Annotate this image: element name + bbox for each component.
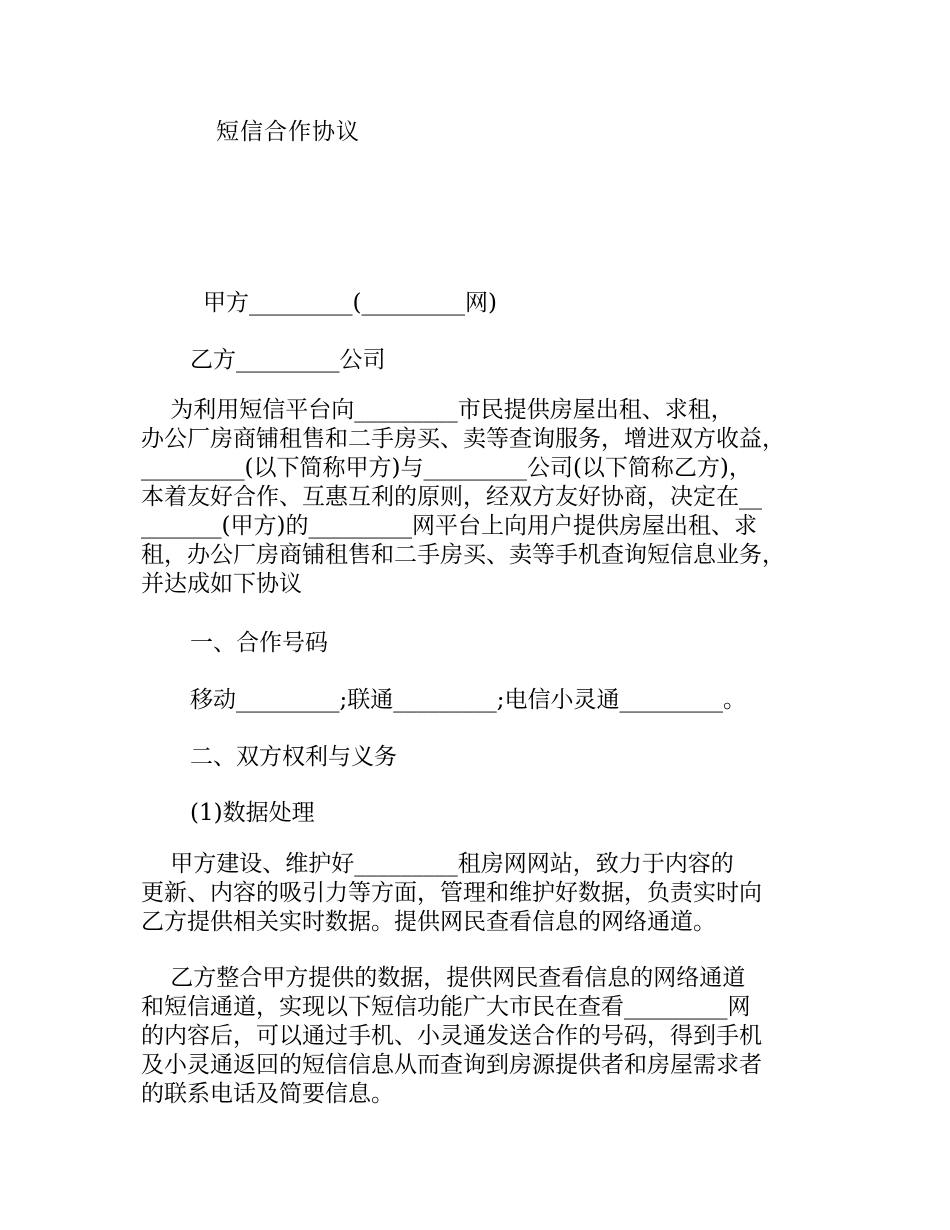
intro-line: 本着友好合作、互惠互利的原则，经双方友好协商，决定在__ xyxy=(141,484,762,510)
intro-line: 租，办公厂房商铺租售和二手房买、卖等手机查询短信息业务， xyxy=(141,542,785,568)
party-a-duty-paragraph xyxy=(141,850,841,937)
intro-line: _______(甲方)的_________网平台上向用户提供房屋出租、求 xyxy=(141,513,757,539)
cooperation-numbers-line: 移动_________;联通_________;电信小灵通_________。 xyxy=(190,687,746,713)
duty-line: 及小灵通返回的短信信息从而查询到房源提供者和房屋需求者 xyxy=(141,1052,762,1078)
duty-line: 乙方整合甲方提供的数据，提供网民查看信息的网络通道 xyxy=(141,965,746,991)
document-title: 短信合作协议 xyxy=(216,119,360,145)
party-b-duty-paragraph xyxy=(141,964,841,1109)
section1-heading: 一、合作号码 xyxy=(190,630,328,656)
intro-line: _________(以下简称甲方)与_________公司(以下简称乙方)， xyxy=(141,455,752,481)
intro-line: 为利用短信平台向_________市民提供房屋出租、求租， xyxy=(141,397,734,423)
duty-line: 乙方提供相关实时数据。提供网民查看信息的网络通道。 xyxy=(141,909,716,935)
duty-line: 甲方建设、维护好_________租房网网站，致力于内容的 xyxy=(141,851,734,877)
duty-line: 和短信通道，实现以下短信功能广大市民在查看_________网 xyxy=(141,994,751,1020)
intro-line: 办公厂房商铺租售和二手房买、卖等查询服务，增进双方收益， xyxy=(141,426,785,452)
intro-line: 并达成如下协议 xyxy=(141,571,302,597)
subsection1-heading: (1)数据处理 xyxy=(190,800,315,826)
duty-line: 更新、内容的吸引力等方面，管理和维护好数据，负责实时向 xyxy=(141,880,762,906)
duty-line: 的内容后，可以通过手机、小灵通发送合作的号码，得到手机 xyxy=(141,1023,762,1049)
section2-heading: 二、双方权利与义务 xyxy=(190,744,397,770)
party-a-line: 甲方_________(_________网) xyxy=(203,290,497,316)
duty-line: 的联系电话及简要信息。 xyxy=(141,1081,394,1107)
intro-paragraph xyxy=(141,396,841,599)
party-b-line: 乙方_________公司 xyxy=(190,347,386,373)
